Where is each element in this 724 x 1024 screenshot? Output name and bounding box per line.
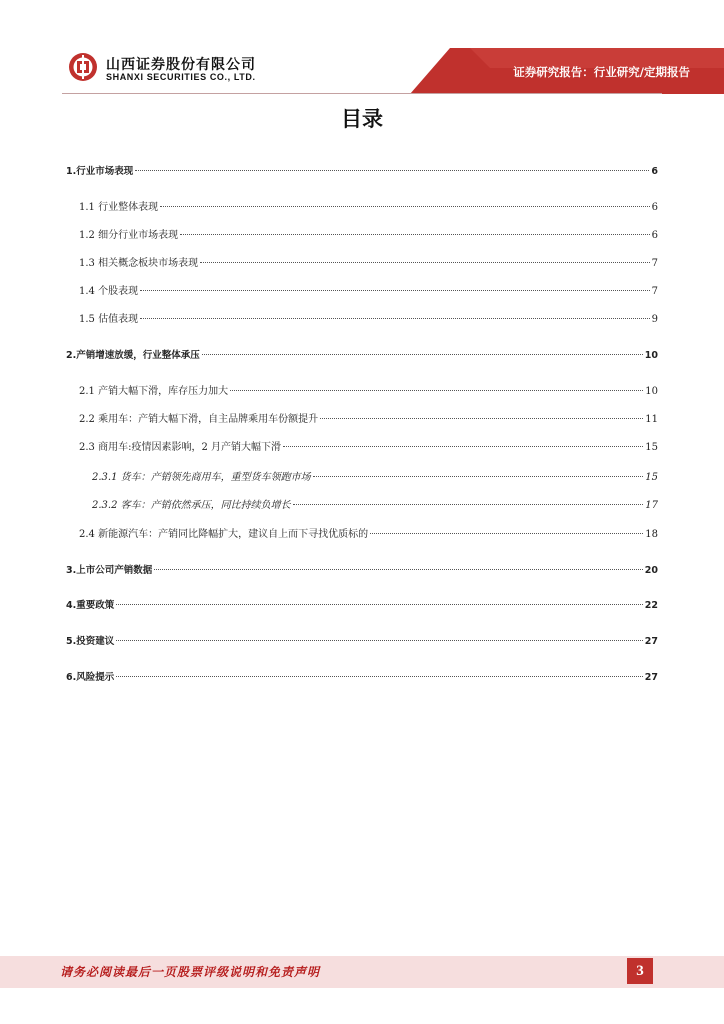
- toc-page: 7: [651, 258, 658, 269]
- toc-label: 1.3 相关概念板块市场表现: [79, 258, 199, 269]
- toc-entry[interactable]: [0, 256, 724, 272]
- toc-entry[interactable]: [0, 164, 724, 180]
- dot-leader: [293, 504, 644, 505]
- dot-leader: [180, 234, 650, 235]
- toc-page: 17: [645, 500, 658, 511]
- toc-entry[interactable]: [0, 634, 724, 650]
- toc-label: 2.3.2 客车：产销依然承压，同比持续负增长: [92, 500, 291, 511]
- toc-page: 20: [644, 565, 658, 576]
- dot-leader: [135, 170, 649, 171]
- toc-page: 27: [644, 672, 658, 683]
- shanxi-securities-logo-icon: [68, 52, 98, 82]
- toc-page: 6: [651, 166, 658, 177]
- toc-page: 6: [651, 202, 658, 213]
- toc-entry[interactable]: [0, 470, 724, 486]
- toc-entry[interactable]: [0, 348, 724, 364]
- dot-leader: [230, 390, 643, 391]
- toc-page: 27: [644, 636, 658, 647]
- toc-entry[interactable]: [0, 312, 724, 328]
- toc-label: 2.2 乘用车：产销大幅下滑，自主品牌乘用车份额提升: [79, 414, 319, 425]
- toc-label: 3.上市公司产销数据: [66, 565, 153, 576]
- report-type-tag: 证券研究报告：行业研究/定期报告: [513, 65, 690, 79]
- dot-leader: [116, 604, 643, 605]
- toc-label: 6.风险提示: [66, 672, 115, 683]
- dot-leader: [140, 290, 650, 291]
- toc-page: 10: [645, 386, 658, 397]
- toc-label: 2.3.1 货车：产销领先商用车，重型货车领跑市场: [92, 472, 311, 483]
- toc-label: 5.投资建议: [66, 636, 115, 647]
- header-divider: [62, 93, 662, 94]
- toc-page: 18: [645, 529, 658, 540]
- toc-entry[interactable]: [0, 412, 724, 428]
- toc-label: 2.1 产销大幅下滑，库存压力加大: [79, 386, 229, 397]
- dot-leader: [283, 446, 643, 447]
- toc-entry[interactable]: [0, 498, 724, 514]
- page-title: 目录: [341, 107, 383, 131]
- toc-page: 7: [651, 286, 658, 297]
- toc-label: 1.1 行业整体表现: [79, 202, 159, 213]
- toc-entry[interactable]: [0, 200, 724, 216]
- toc-entry[interactable]: [0, 598, 724, 614]
- toc-page: 22: [644, 600, 658, 611]
- dot-leader: [202, 354, 643, 355]
- toc-label: 1.行业市场表现: [66, 166, 134, 177]
- dot-leader: [320, 418, 643, 419]
- company-name-en: SHANXI SECURITIES CO., LTD.: [106, 72, 256, 82]
- dot-leader: [160, 206, 650, 207]
- footer-disclaimer: 请务必阅读最后一页股票评级说明和免责声明: [60, 965, 321, 979]
- toc-page: 6: [651, 230, 658, 241]
- toc-label: 1.2 细分行业市场表现: [79, 230, 179, 241]
- dot-leader: [370, 533, 643, 534]
- toc-label: 1.4 个股表现: [79, 286, 139, 297]
- toc-page: 15: [645, 472, 658, 483]
- toc-page: 10: [644, 350, 658, 361]
- dot-leader: [200, 262, 650, 263]
- toc-entry[interactable]: [0, 384, 724, 400]
- toc-label: 4.重要政策: [66, 600, 115, 611]
- dot-leader: [313, 476, 644, 477]
- toc-page: 15: [645, 442, 658, 453]
- toc-entry[interactable]: [0, 527, 724, 543]
- toc-entry[interactable]: [0, 670, 724, 686]
- dot-leader: [116, 640, 643, 641]
- company-name-cn: 山西证券股份有限公司: [106, 57, 256, 73]
- toc-page: 11: [645, 414, 658, 425]
- toc-label: 2.4 新能源汽车：产销同比降幅扩大，建议自上而下寻找优质标的: [79, 529, 369, 540]
- toc-label: 2.3 商用车:疫情因素影响，2 月产销大幅下滑: [79, 442, 281, 453]
- toc-entry[interactable]: [0, 284, 724, 300]
- dot-leader: [154, 569, 643, 570]
- toc-label: 1.5 估值表现: [79, 314, 139, 325]
- toc-page: 9: [651, 314, 658, 325]
- toc-entry[interactable]: [0, 228, 724, 244]
- dot-leader: [116, 676, 643, 677]
- toc-entry[interactable]: [0, 440, 724, 456]
- dot-leader: [140, 318, 650, 319]
- toc-entry[interactable]: [0, 563, 724, 579]
- page-number: 3: [627, 958, 653, 984]
- toc-label: 2.产销增速放缓，行业整体承压: [66, 350, 200, 361]
